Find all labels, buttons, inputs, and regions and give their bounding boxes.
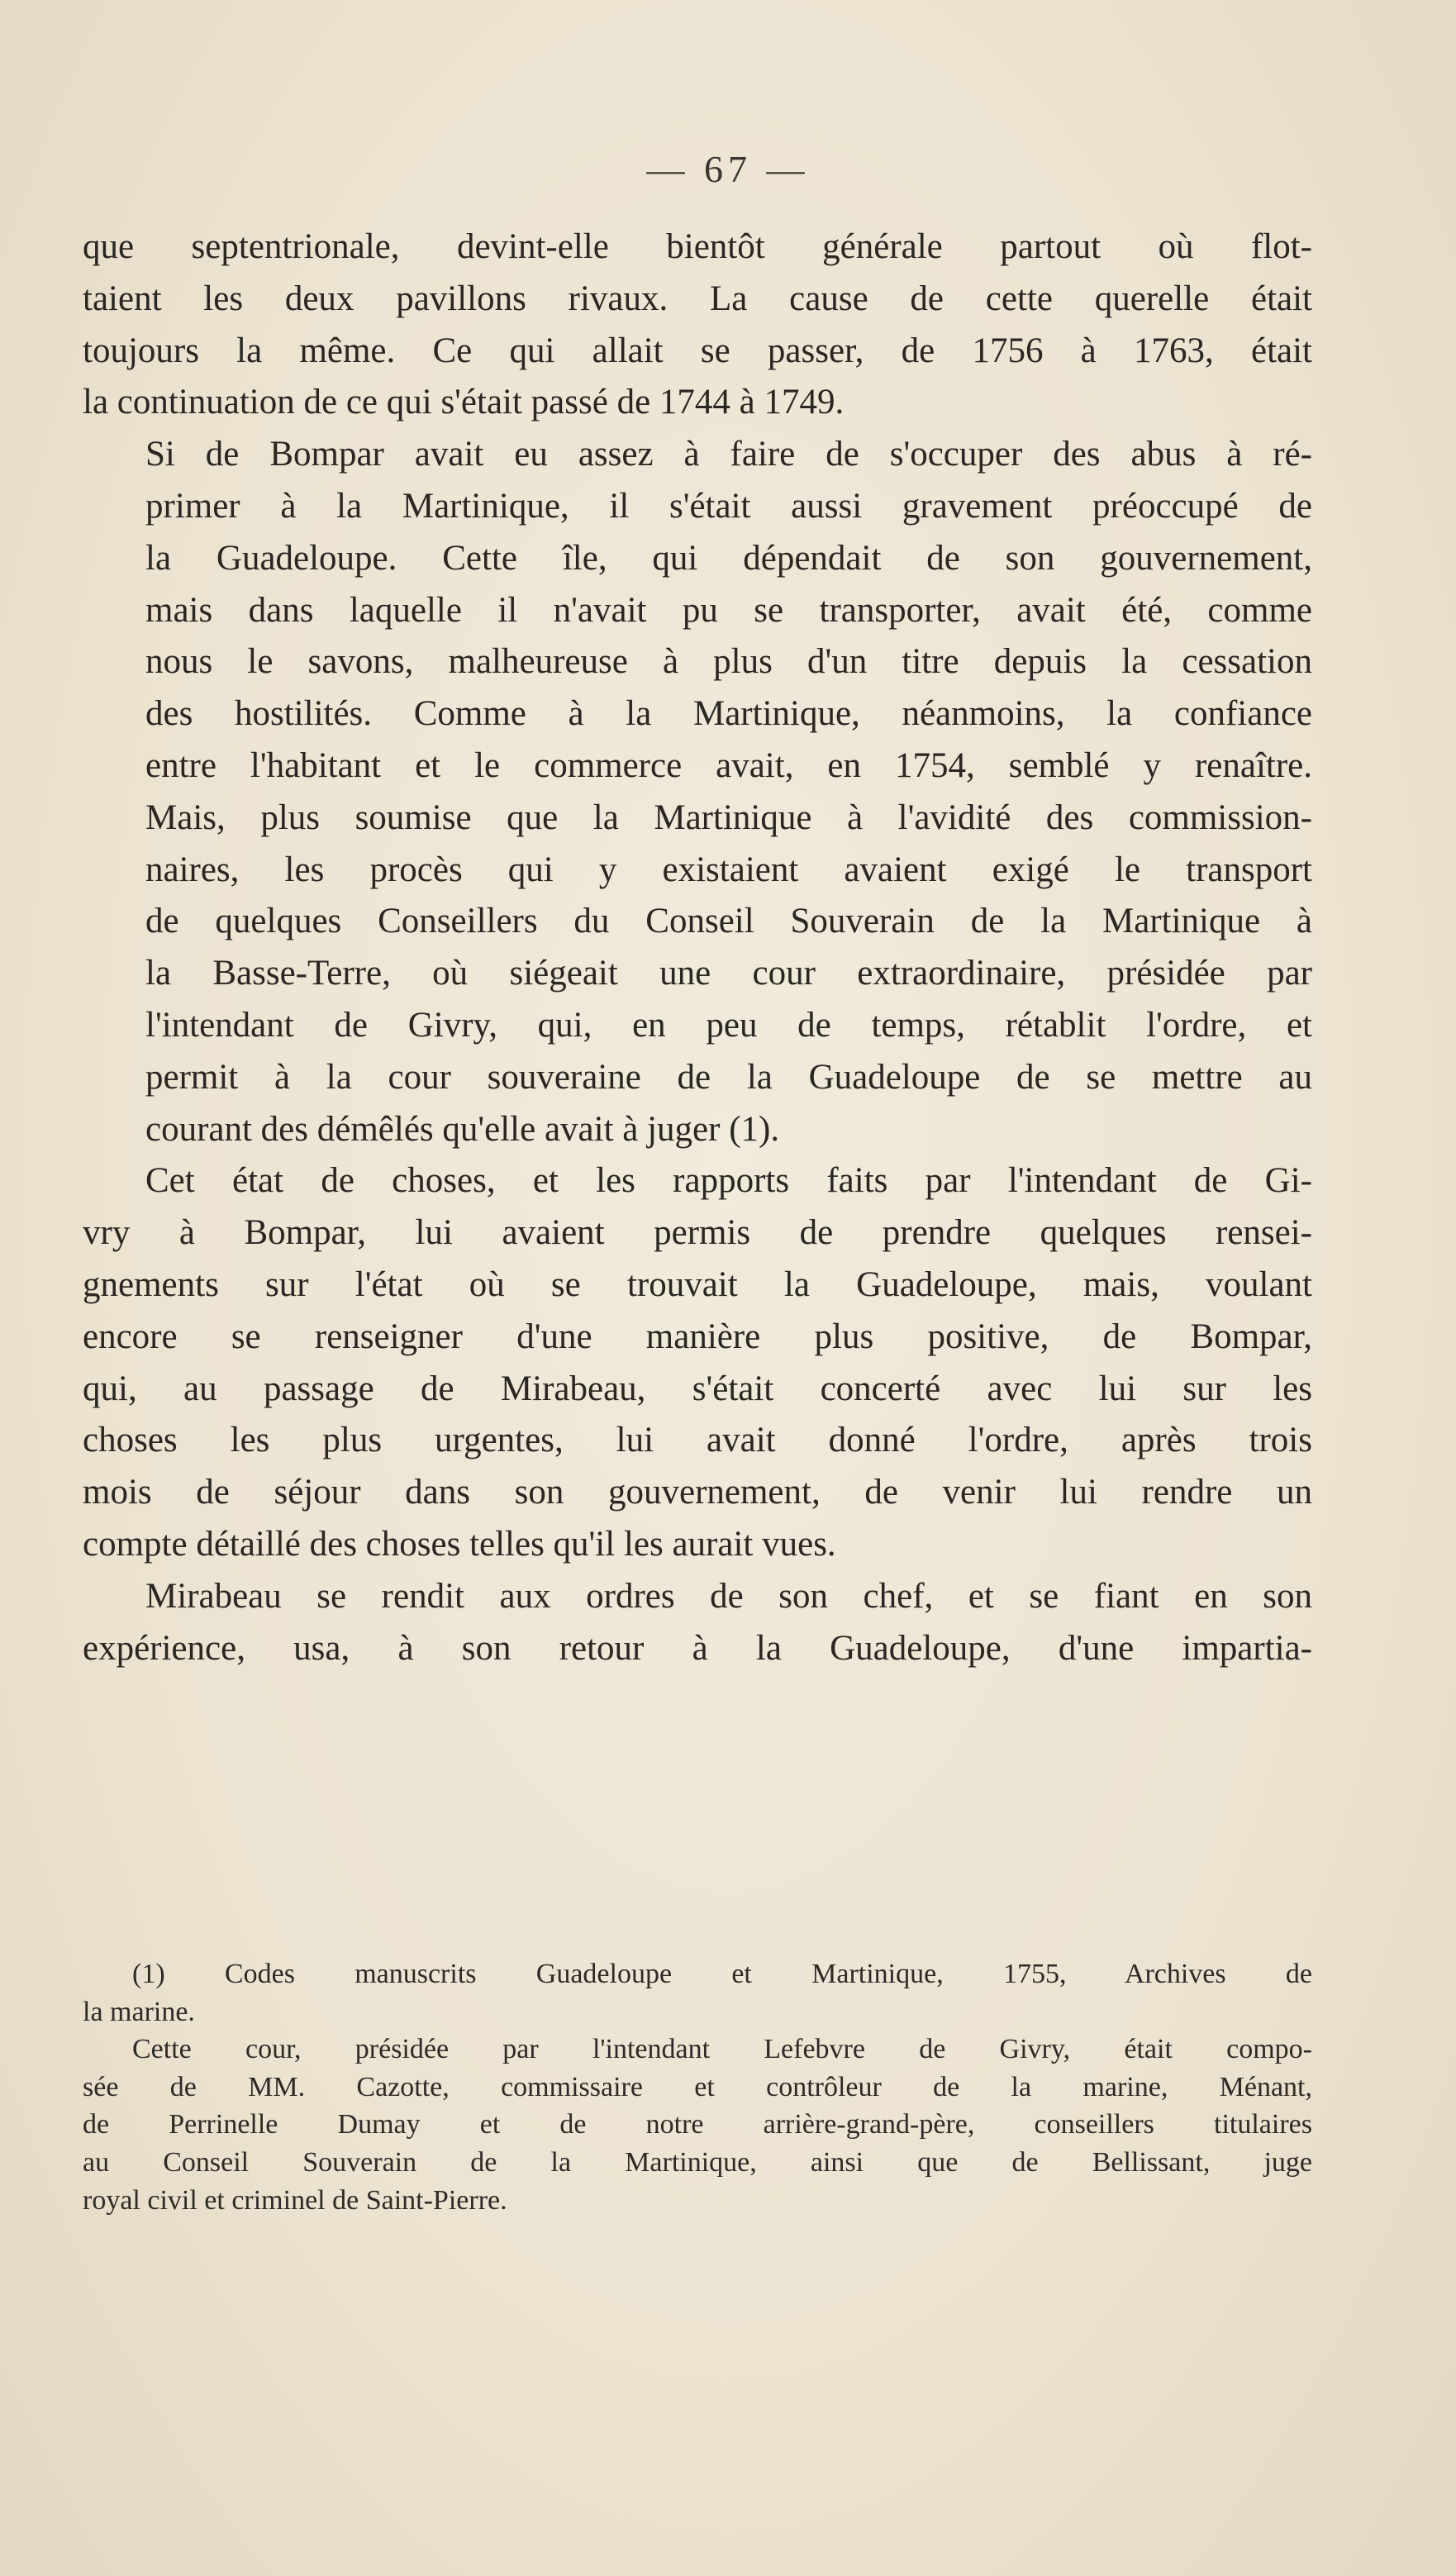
footnote-line: (1) Codes manuscrits Guadeloupe et Martinique, 1755, Archives de <box>132 1959 1312 1989</box>
footnotes <box>83 1955 1312 2219</box>
text-line: des hostilités. Comme à la Martinique, néanmoins, la confiance <box>145 694 1312 734</box>
paragraph-1 <box>83 221 1312 429</box>
text-line: la continuation de ce qui s'était passé de 1744 à 1749. <box>83 383 845 422</box>
text-line: naires, les procès qui y existaient avaient exigé le transport <box>145 850 1312 889</box>
text-line: qui, au passage de Mirabeau, s'était concerté avec lui sur les <box>83 1369 1312 1408</box>
footnote-2 <box>83 2031 1312 2219</box>
text-line: compte détaillé des choses telles qu'il les aurait vues. <box>83 1524 836 1564</box>
text-line: gnements sur l'état où se trouvait la Guadeloupe, mais, voulant <box>83 1264 1312 1304</box>
text-line: Si de Bompar avait eu assez à faire de s'occuper des abus à ré- <box>145 435 1312 474</box>
paragraph-2 <box>83 429 1312 1155</box>
text-line: de quelques Conseillers du Conseil Souverain de la Martinique à <box>145 902 1312 941</box>
text-line: l'intendant de Givry, qui, en peu de temps, rétablit l'ordre, et <box>145 1005 1312 1045</box>
text-line: que septentrionale, devint-elle bientôt générale partout où flot- <box>83 227 1312 266</box>
paragraph-4 <box>83 1571 1312 1675</box>
footnote-line: de Perrinelle Dumay et de notre arrière-grand-père, conseillers titulaires <box>83 2109 1312 2140</box>
text-line: choses les plus urgentes, lui avait donné l'ordre, après trois <box>83 1421 1312 1460</box>
text-line: courant des démêlés qu'elle avait à juger (1). <box>145 1109 780 1149</box>
text-line: Cet état de choses, et les rapports faits par l'intendant de Gi- <box>145 1161 1312 1201</box>
text-line: toujours la même. Ce qui allait se passer, de 1756 à 1763, était <box>83 331 1312 370</box>
text-line: permit à la cour souveraine de la Guadeloupe de se mettre au <box>145 1057 1312 1097</box>
footnote-1 <box>83 1955 1312 2031</box>
text-line: encore se renseigner d'une manière plus positive, de Bompar, <box>83 1317 1312 1356</box>
footnote-line: sée de MM. Cazotte, commissaire et contrôleur de la marine, Ménant, <box>83 2071 1312 2102</box>
text-line: primer à la Martinique, il s'était aussi gravement préoccupé de <box>145 486 1312 526</box>
main-text <box>83 221 1312 1674</box>
text-line: vry à Bompar, lui avaient permis de prendre quelques rensei- <box>83 1213 1312 1253</box>
text-line: la Guadeloupe. Cette île, qui dépendait de son gouvernement, <box>145 538 1312 578</box>
text-line: Mirabeau se rendit aux ordres de son chef, et se fiant en son <box>145 1576 1312 1616</box>
text-line: expérience, usa, à son retour à la Guadeloupe, d'une impartia- <box>83 1628 1312 1668</box>
text-line: Mais, plus soumise que la Martinique à l'avidité des commission- <box>145 798 1312 837</box>
footnote-line: au Conseil Souverain de la Martinique, ainsi que de Bellissant, juge <box>83 2146 1312 2178</box>
text-line: nous le savons, malheureuse à plus d'un titre depuis la cessation <box>145 642 1312 682</box>
text-line: mois de séjour dans son gouvernement, de venir lui rendre un <box>83 1473 1312 1512</box>
footnote-line: la marine. <box>83 1996 195 2027</box>
paragraph-3 <box>83 1155 1312 1570</box>
text-line: la Basse-Terre, où siégeait une cour extraordinaire, présidée par <box>145 954 1312 993</box>
footnote-line: royal civil et criminel de Saint-Pierre. <box>83 2184 507 2216</box>
footnote-line: Cette cour, présidée par l'intendant Lefebvre de Givry, était compo- <box>132 2034 1312 2065</box>
text-line: entre l'habitant et le commerce avait, en 1754, semblé y renaître. <box>145 745 1312 785</box>
text-line: mais dans laquelle il n'avait pu se transporter, avait été, comme <box>145 590 1312 630</box>
page-number-header: — 67 — <box>646 148 810 190</box>
text-line: taient les deux pavillons rivaux. La cause de cette querelle était <box>83 279 1312 318</box>
